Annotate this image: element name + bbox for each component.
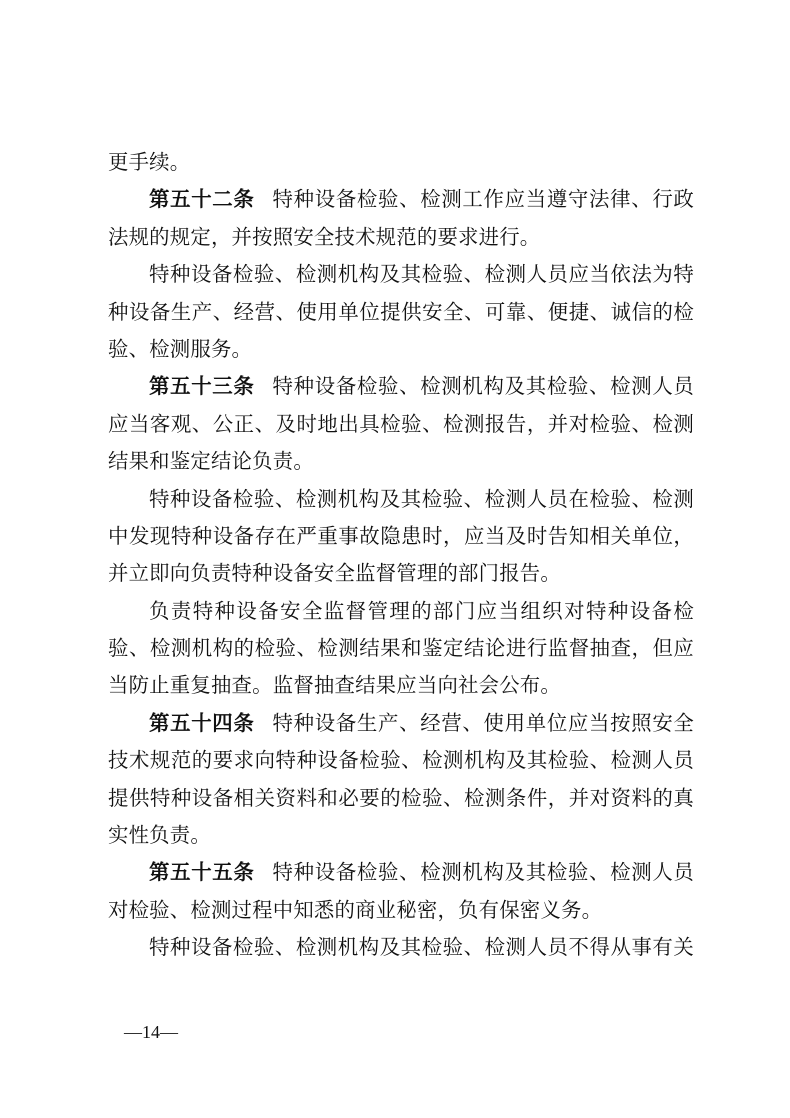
text-line: 当防止重复抽查。监督抽查结果应当向社会公布。 — [108, 673, 561, 698]
article-52-heading-line — [108, 181, 694, 218]
text-line: 特种设备生产、经营、使用单位应当按照安全 — [272, 710, 694, 735]
text-line: 种设备生产、经营、使用单位提供安全、可靠、便捷、诚信的检 — [108, 299, 694, 324]
text-line: 法规的规定，并按照安全技术规范的要求进行。 — [108, 224, 541, 249]
article-label: 第五十二条 — [149, 187, 255, 212]
text-line: 对检验、检测过程中知悉的商业秘密，负有保密义务。 — [108, 897, 603, 922]
text-line: 特种设备检验、检测机构及其检验、检测人员应当依法为特 — [149, 262, 694, 287]
article-55-heading-line — [108, 854, 694, 891]
text-line: 中发现特种设备存在严重事故隐患时，应当及时告知相关单位， — [108, 523, 694, 548]
page-number: —14— — [124, 1022, 178, 1042]
text-line: 特种设备检验、检测机构及其检验、检测人员 — [272, 374, 694, 399]
text-line: 特种设备检验、检测机构及其检验、检测人员 — [272, 860, 694, 885]
text-line: 负责特种设备安全监督管理的部门应当组织对特种设备检 — [149, 598, 694, 623]
text-line: 结果和鉴定结论负责。 — [108, 449, 314, 474]
text-line: 并立即向负责特种设备安全监督管理的部门报告。 — [108, 561, 561, 586]
article-label: 第五十五条 — [149, 860, 255, 885]
article-54-heading-line — [108, 705, 694, 742]
article-53-heading-line — [108, 368, 694, 405]
text-line: 特种设备检验、检测机构及其检验、检测人员不得从事有关 — [149, 935, 694, 960]
article-label: 第五十四条 — [149, 710, 255, 735]
text-line: 特种设备检验、检测工作应当遵守法律、行政 — [272, 187, 694, 212]
text-line: 应当客观、公正、及时地出具检验、检测报告，并对检验、检测 — [108, 411, 694, 436]
text-line: 技术规范的要求向特种设备检验、检测机构及其检验、检测人员 — [108, 748, 694, 773]
document-body — [108, 144, 694, 967]
text-line: 实性负责。 — [108, 823, 211, 848]
text-line: 更手续。 — [108, 150, 191, 174]
text-line: 提供特种设备相关资料和必要的检验、检测条件，并对资料的真 — [108, 785, 694, 810]
text-line: 验、检测机构的检验、检测结果和鉴定结论进行监督抽查，但应 — [108, 636, 694, 661]
text-line: 验、检测服务。 — [108, 336, 253, 361]
article-label: 第五十三条 — [149, 374, 255, 399]
text-line: 特种设备检验、检测机构及其检验、检测人员在检验、检测 — [149, 486, 694, 511]
